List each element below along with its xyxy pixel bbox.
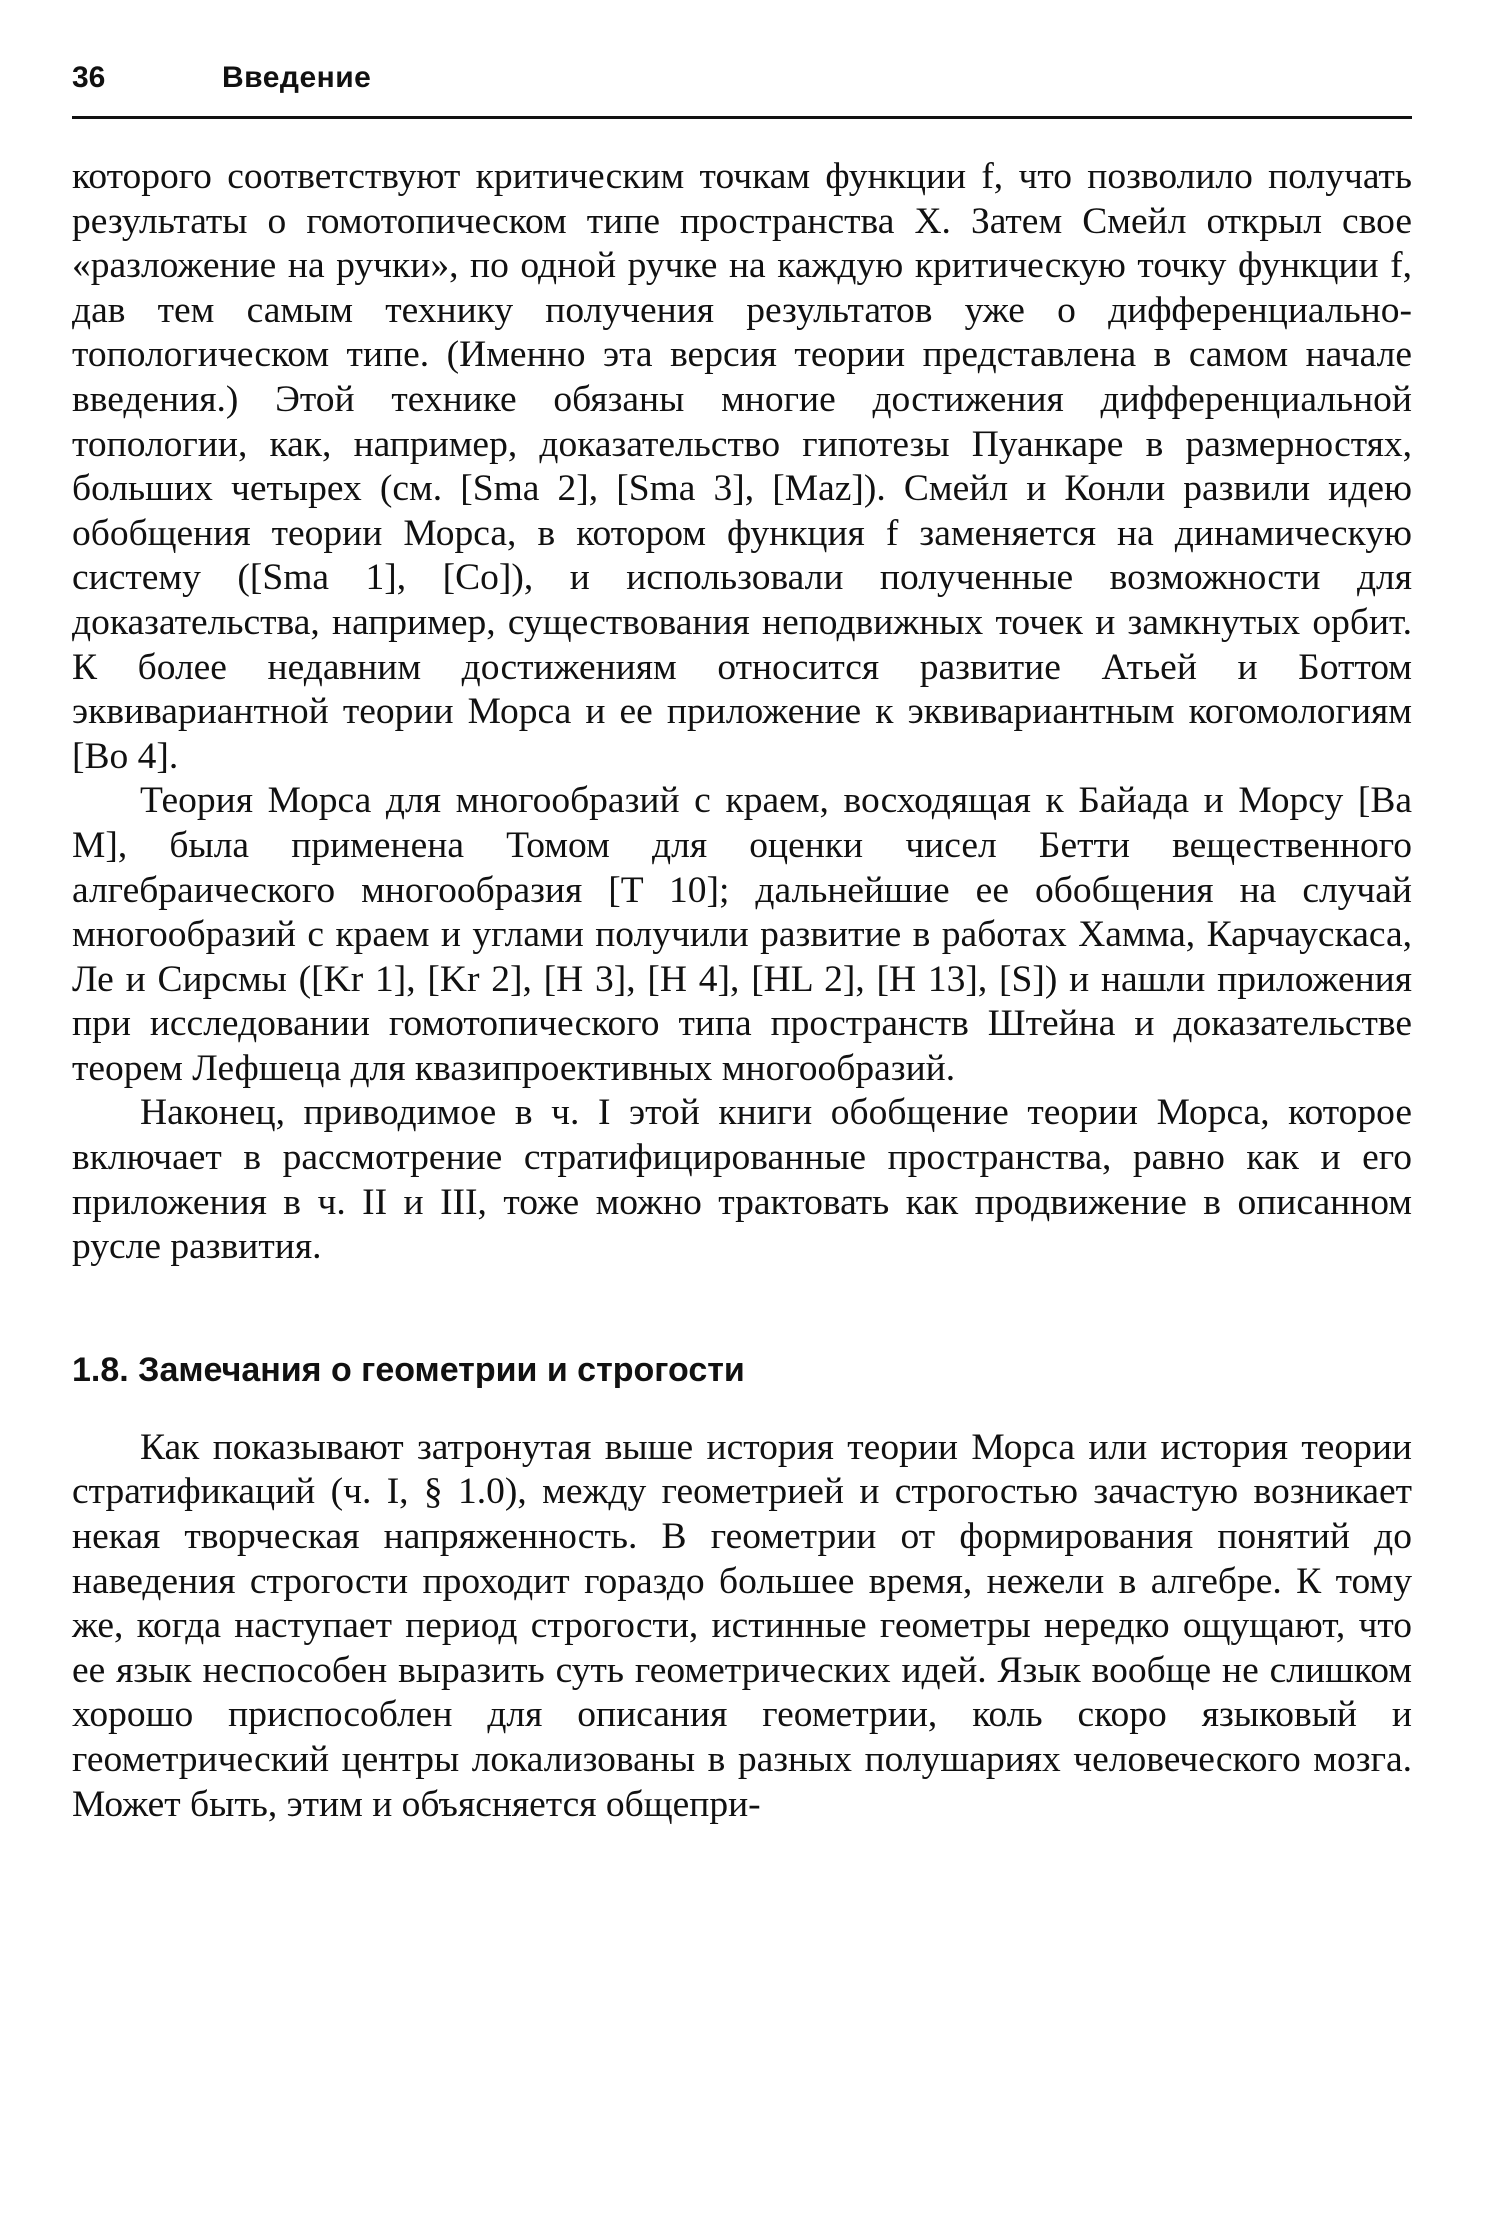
paragraph-morse-boundary: Теория Морса для многообразий с краем, восходящая к Байада и Морсу [Ba M], была применена Томом для оценки чисел Бетти вещественного алгебраического многообразия [T 10]; дальнейшие ее обобщения на случай многообразий с краем и углами получили развитие в работах Хамма, Карчаускаса, Ле и Сирсмы ([Kr 1], [Kr 2], [H 3], [H 4], [HL 2], [H 13], [S]) и нашли приложения при исследовании гомотопического типа пространств Штейна и доказательстве теорем Лефшеца для квазипроективных многообразий. — [72, 780, 1412, 1089]
running-head — [72, 58, 1412, 102]
header-rule — [72, 116, 1412, 119]
paragraph-continued: которого соответствуют критическим точкам функции f, что позволило получать результаты о гомотопическом типе пространства X. Затем Смейл открыл свое «разложение на ручки», по одной ручке на каждую критическую точку функции f, дав тем самым технику получения результатов уже о дифференциально-топологическом типе. (Именно эта версия теории представлена в самом начале введения.) Этой технике обязаны многие достижения дифференциальной топологии, как, например, доказательство гипотезы Пуанкаре в размерностях, больших четырех (см. [Sma 2], [Sma 3], [Maz]). Смейл и Конли развили идею обобщения теории Морса, в котором функция f заменяется на динамическую систему ([Sma 1], [Co]), и использовали полученные возможности для доказательства, например, существования неподвижных точек и замкнутых орбит. К более недавним достижениям относится развитие Атьей и Боттом эквивариантной теории Морса и ее приложение к эквивариантным когомологиям [Bo 4]. — [72, 156, 1412, 777]
page-number: 36 — [72, 61, 106, 94]
paragraph-finally: Наконец, приводимое в ч. I этой книги обобщение теории Морса, которое включает в рассмотрение стратифицированные пространства, равно как и его приложения в ч. II и III, тоже можно трактовать как продвижение в описанном русле развития. — [72, 1092, 1412, 1268]
book-page — [72, 58, 1412, 1827]
running-title: Введение — [222, 61, 372, 94]
section-heading: 1.8. Замечания о геометрии и строгости — [72, 1350, 745, 1389]
section-paragraph: Как показывают затронутая выше история теории Морса или история теории стратификаций (ч. I, § 1.0), между геометрией и строгостью зачастую возникает некая творческая напряженность. В геометрии от формирования понятий до наведения строгости проходит гораздо большее время, нежели в алгебре. К тому же, когда наступает период строгости, истинные геометры нередко ощущают, что ее язык неспособен выразить суть геометрических идей. Язык вообще не слишком хорошо приспособлен для описания геометрии, коль скоро языковый и геометрический центры локализованы в разных полушариях человеческого мозга. Может быть, этим и объясняется общепри- — [72, 1426, 1412, 1825]
